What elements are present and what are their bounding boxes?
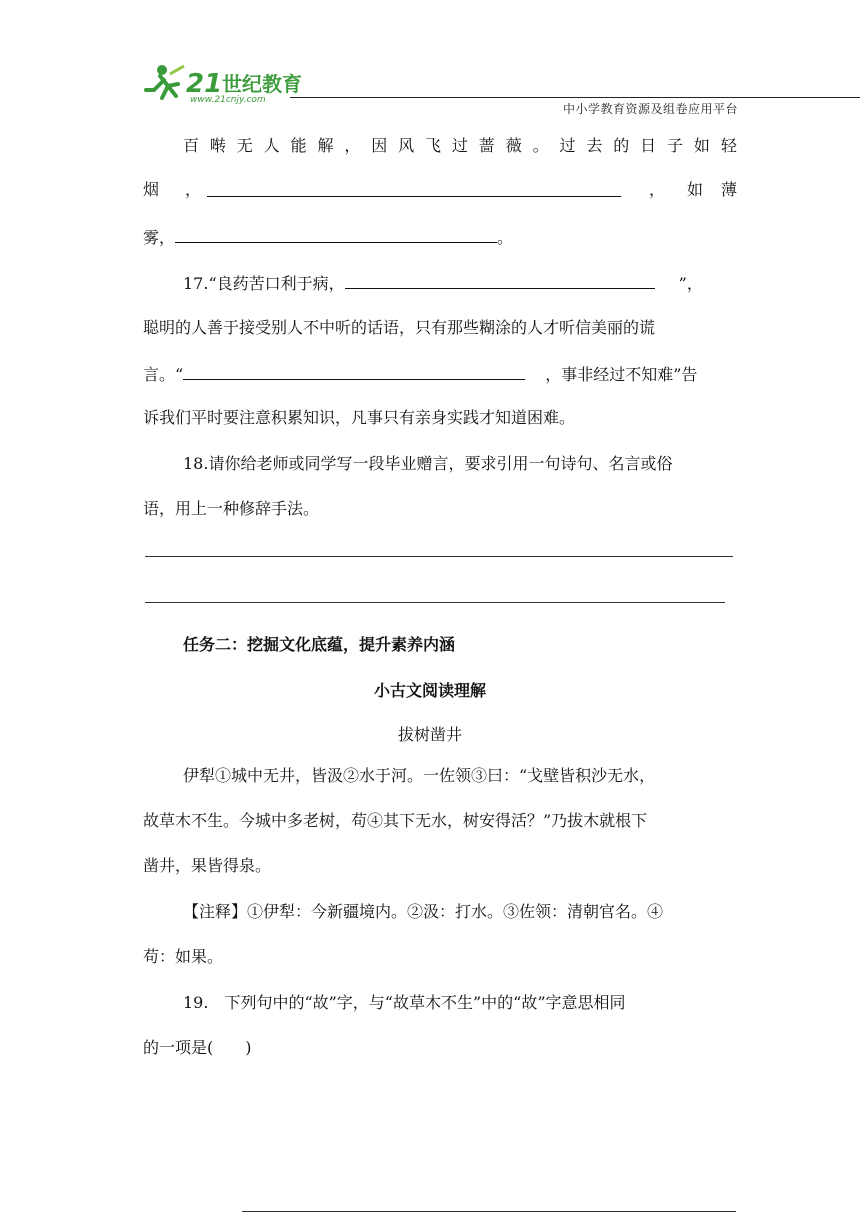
char: 啭 bbox=[209, 136, 226, 155]
fill-line-6: 言。“ ，事非经过不知难”告 bbox=[143, 365, 698, 384]
fill-line-3: 雾， 。 bbox=[143, 228, 514, 247]
char: 的 bbox=[613, 136, 630, 155]
text-line: 语，用上一种修辞手法。 bbox=[143, 499, 320, 518]
platform-caption: 中小学教育资源及组卷应用平台 bbox=[562, 102, 738, 116]
question-18: 18.请你给老师或同学写一段毕业赠言，要求引用一句诗句、名言或俗 bbox=[183, 454, 673, 473]
char: 。 bbox=[532, 136, 549, 155]
char: 蔷 bbox=[478, 136, 495, 155]
passage-line: 故草木不生。今城中多老树，苟④其下无水，树安得活？”乃拔木就根下 bbox=[143, 811, 648, 830]
char: 过 bbox=[559, 136, 576, 155]
footer-rule bbox=[242, 1211, 736, 1212]
answer-line[interactable] bbox=[145, 602, 725, 603]
char: 日 bbox=[640, 136, 657, 155]
question-19: 19. 下列句中的“故”字，与“故草木不生”中的“故”字意思相同 bbox=[183, 993, 626, 1012]
char: 百 bbox=[183, 136, 200, 155]
char: ， bbox=[344, 136, 361, 155]
poem-line-1 bbox=[183, 136, 737, 156]
char: 解 bbox=[317, 136, 334, 155]
char: 如 bbox=[693, 136, 710, 155]
page-header bbox=[140, 58, 740, 118]
char: 去 bbox=[586, 136, 603, 155]
passage-line: 凿井，果皆得泉。 bbox=[143, 856, 272, 875]
char: 过 bbox=[451, 136, 468, 155]
passage-line: 伊犁①城中无井，皆汲②水于河。一佐领③曰：“戈壁皆积沙无水， bbox=[183, 766, 656, 785]
svg-text:世纪教育: 世纪教育 bbox=[222, 72, 302, 96]
char: 人 bbox=[263, 136, 280, 155]
char: 因 bbox=[371, 136, 388, 155]
passage-title: 拔树凿井 bbox=[397, 725, 462, 744]
char: 飞 bbox=[425, 136, 442, 155]
svg-text:www.21cnjy.com: www.21cnjy.com bbox=[190, 95, 266, 105]
blank-line[interactable] bbox=[175, 226, 497, 243]
note-line: 【注释】①伊犁：今新疆境内。②汲：打水。③佐领：清朝官名。④ bbox=[183, 902, 664, 921]
header-rule bbox=[290, 97, 860, 98]
char: 子 bbox=[667, 136, 684, 155]
note-line: 苟：如果。 bbox=[143, 947, 224, 966]
text-line: 诉我们平时要注意积累知识，凡事只有亲身实践才知道困难。 bbox=[143, 408, 576, 427]
text-line: 聪明的人善于接受别人不中听的话语，只有那些糊涂的人才听信美丽的谎 bbox=[143, 318, 656, 337]
question-19-cont: 的一项是( ) bbox=[143, 1038, 252, 1057]
task-heading: 任务二：挖掘文化底蕴，提升素养内涵 bbox=[183, 635, 456, 654]
char: 无 bbox=[236, 136, 253, 155]
answer-line[interactable] bbox=[145, 556, 733, 557]
question-17: 17.“良药苦口利于病， ”， bbox=[183, 274, 703, 293]
section-subheading: 小古文阅读理解 bbox=[373, 681, 486, 700]
char: 薇 bbox=[505, 136, 522, 155]
blank-line[interactable] bbox=[207, 180, 621, 197]
char: 轻 bbox=[720, 136, 737, 155]
blank-line[interactable] bbox=[345, 272, 655, 289]
char: 风 bbox=[398, 136, 415, 155]
blank-line[interactable] bbox=[183, 363, 525, 380]
svg-text:21: 21 bbox=[186, 69, 223, 99]
char: 能 bbox=[290, 136, 307, 155]
logo-21cnjy-icon bbox=[140, 60, 320, 106]
